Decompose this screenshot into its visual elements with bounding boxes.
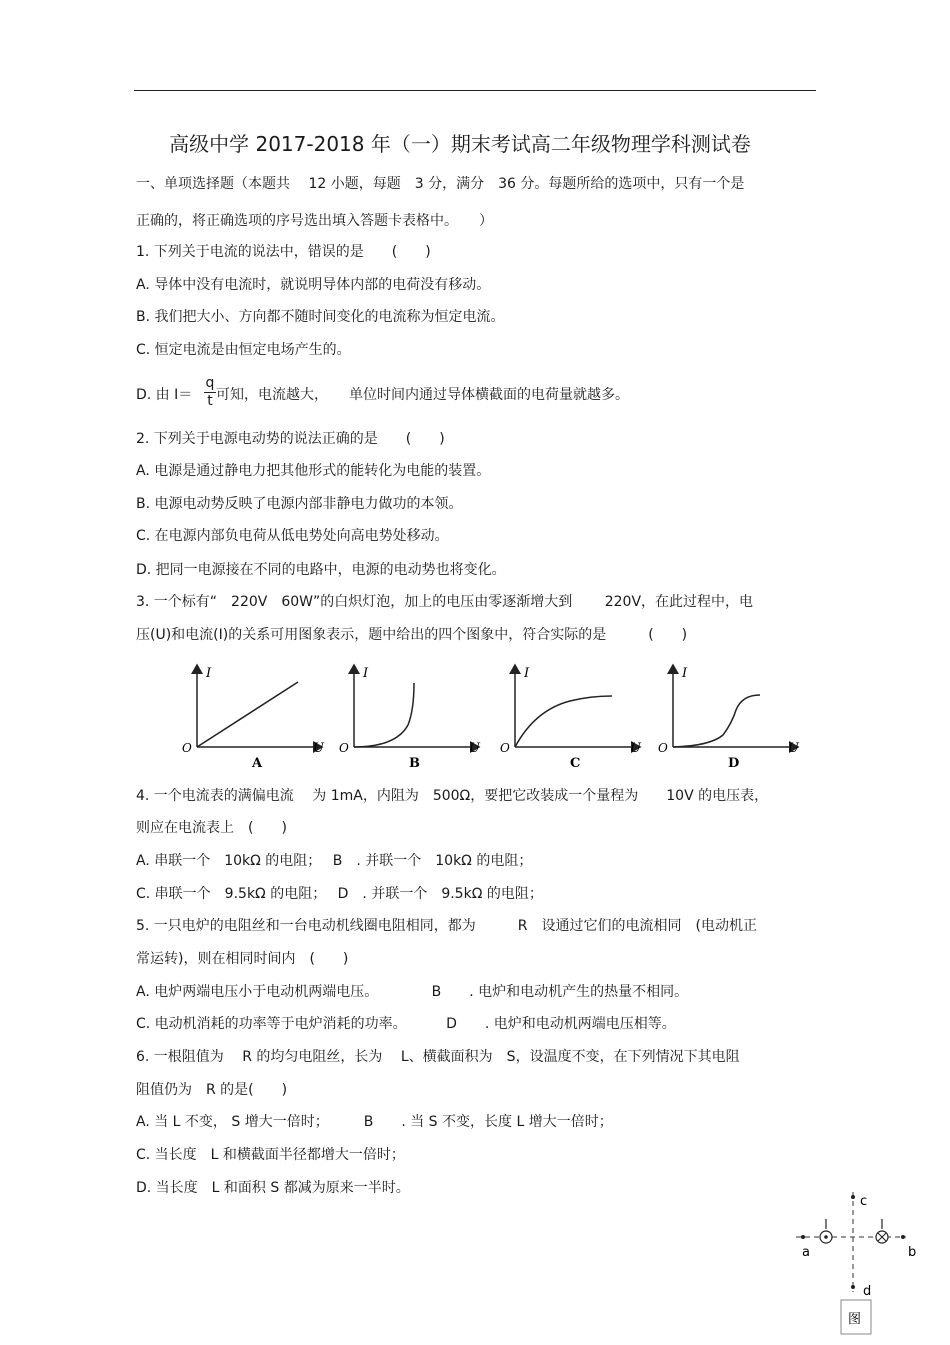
graph-c (500, 665, 642, 771)
graph-a-label: A (252, 756, 263, 771)
point-b-dot (901, 1235, 905, 1239)
graph-d-y-label: I (682, 666, 688, 681)
point-a-dot (801, 1235, 805, 1239)
graph-b-x-label: U (469, 741, 480, 756)
q6-stem-line2: 阻值仍为 R 的是( ) (136, 1082, 288, 1098)
fraction-denominator: t (207, 393, 213, 409)
q2-option-b: B. 电源电动势反映了电源内部非静电力做功的本领。 (136, 496, 463, 512)
q1-option-c: C. 恒定电流是由恒定电场产生的。 (136, 342, 351, 358)
graph-c-origin: O (500, 741, 510, 755)
section-instructions-line2: 正确的，将正确选项的序号选出填入答题卡表格中。 ） (136, 213, 493, 229)
point-a-label: a (802, 1245, 810, 1260)
point-c-label: c (860, 1194, 868, 1209)
fraction (204, 376, 216, 409)
graph-d (658, 665, 800, 771)
graph-a-y-label: I (206, 666, 212, 681)
q5-options-cd: C. 电动机消耗的功率等于电炉消耗的功率。 D . 电炉和电动机两端电压相等。 (136, 1016, 676, 1032)
q5-stem-line1: 5. 一只电炉的电阻丝和一台电动机线圈电阻相同，都为 R 设通过它们的电流相同 (电动机正 (136, 918, 757, 934)
graph-c-y-label: I (524, 666, 530, 681)
q5-options-ab: A. 电炉两端电压小于电动机两端电压。 B . 电炉和电动机产生的热量不相同。 (136, 984, 689, 1000)
q6-option-d: D. 当长度 L 和面积 S 都减为原来一半时。 (136, 1180, 410, 1196)
point-d-dot (851, 1285, 855, 1289)
q4-options-cd: C. 串联一个 9.5kΩ 的电阻； D . 并联一个 9.5kΩ 的电阻； (136, 886, 543, 902)
q1-option-b: B. 我们把大小、方向都不随时间变化的电流称为恒定电流。 (136, 309, 505, 325)
point-b-label: b (908, 1245, 917, 1260)
q3-graphs (170, 655, 810, 775)
wire-cross-in-icon (876, 1219, 888, 1243)
graph-b-curve (354, 683, 414, 747)
graph-b (339, 665, 481, 771)
q2-stem: 2. 下列关于电源电动势的说法正确的是 ( ) (136, 431, 445, 447)
q2-option-c: C. 在电源内部负电荷从低电势处向高电势处移动。 (136, 528, 449, 544)
q3-stem-line2: 压(U)和电流(I)的关系可用图象表示，题中给出的四个图象中，符合实际的是 ( ) (136, 627, 688, 643)
q1-stem: 1. 下列关于电流的说法中，错误的是 ( ) (136, 244, 431, 260)
graph-b-origin: O (339, 741, 349, 755)
q3-stem-line1: 3. 一个标有“ 220V 60W”的白炽灯泡，加上的电压由零逐渐增大到 220V，在此过程中，电 (136, 594, 754, 610)
q1-option-d-prefix: D. 由 I＝ (136, 387, 193, 403)
graph-a (182, 665, 325, 771)
section-instructions-line1: 一、单项选择题（本题共 12 小题，每题 3 分，满分 36 分。每题所给的选项中，只有一个是 (136, 176, 745, 192)
point-c-dot (851, 1195, 855, 1199)
fraction-numerator: q (205, 375, 215, 391)
graph-a-curve (197, 682, 298, 747)
wire-dot-out-icon (820, 1219, 832, 1243)
graph-a-x-label: U (313, 741, 324, 756)
graph-c-curve (515, 696, 612, 747)
q2-option-d: D. 把同一电源接在不同的电路中，电源的电动势也将变化。 (136, 562, 506, 578)
q6-stem-line1: 6. 一根阻值为 R 的均匀电阻丝，长为 L、横截面积为 S，设温度不变，在下列情况下其电阻 (136, 1049, 740, 1065)
q1-option-d-suffix: 可知，电流越大， 单位时间内通过导体横截面的电荷量就越多。 (216, 387, 629, 403)
graph-b-y-label: I (363, 666, 369, 681)
q1-option-a: A. 导体中没有电流时，就说明导体内部的电荷没有移动。 (136, 277, 491, 293)
figure-caption: 图 (848, 1312, 862, 1327)
graph-c-x-label: U (630, 741, 641, 756)
q4-stem-line1: 4. 一个电流表的满偏电流 为 1mA，内阻为 500Ω，要把它改装成一个量程为 10V 的电压表， (136, 788, 769, 804)
graph-d-origin: O (658, 741, 668, 755)
graph-d-label: D (728, 756, 740, 771)
graph-d-curve (673, 695, 760, 747)
q5-stem-line2: 常运转)，则在相同时间内 ( ) (136, 951, 349, 967)
graph-a-origin: O (182, 741, 192, 755)
wire-field-figure (788, 1188, 928, 1338)
q2-option-a: A. 电源是通过静电力把其他形式的能转化为电能的装置。 (136, 463, 491, 479)
q4-options-ab: A. 串联一个 10kΩ 的电阻； B . 并联一个 10kΩ 的电阻； (136, 853, 533, 869)
graph-b-label: B (409, 756, 420, 771)
header-rule (134, 90, 816, 91)
graph-c-label: C (570, 756, 581, 771)
q6-options-ab: A. 当 L 不变， S 增大一倍时； B . 当 S 不变，长度 L 增大一倍时； (136, 1114, 613, 1130)
page-title: 高级中学 2017-2018 年（一）期末考试高二年级物理学科测试卷 (169, 132, 751, 156)
q6-option-c: C. 当长度 L 和横截面半径都增大一倍时； (136, 1147, 405, 1163)
point-d-label: d (863, 1284, 872, 1299)
q4-stem-line2: 则应在电流表上 ( ) (136, 820, 287, 836)
graph-d-x-label: U (788, 741, 799, 756)
